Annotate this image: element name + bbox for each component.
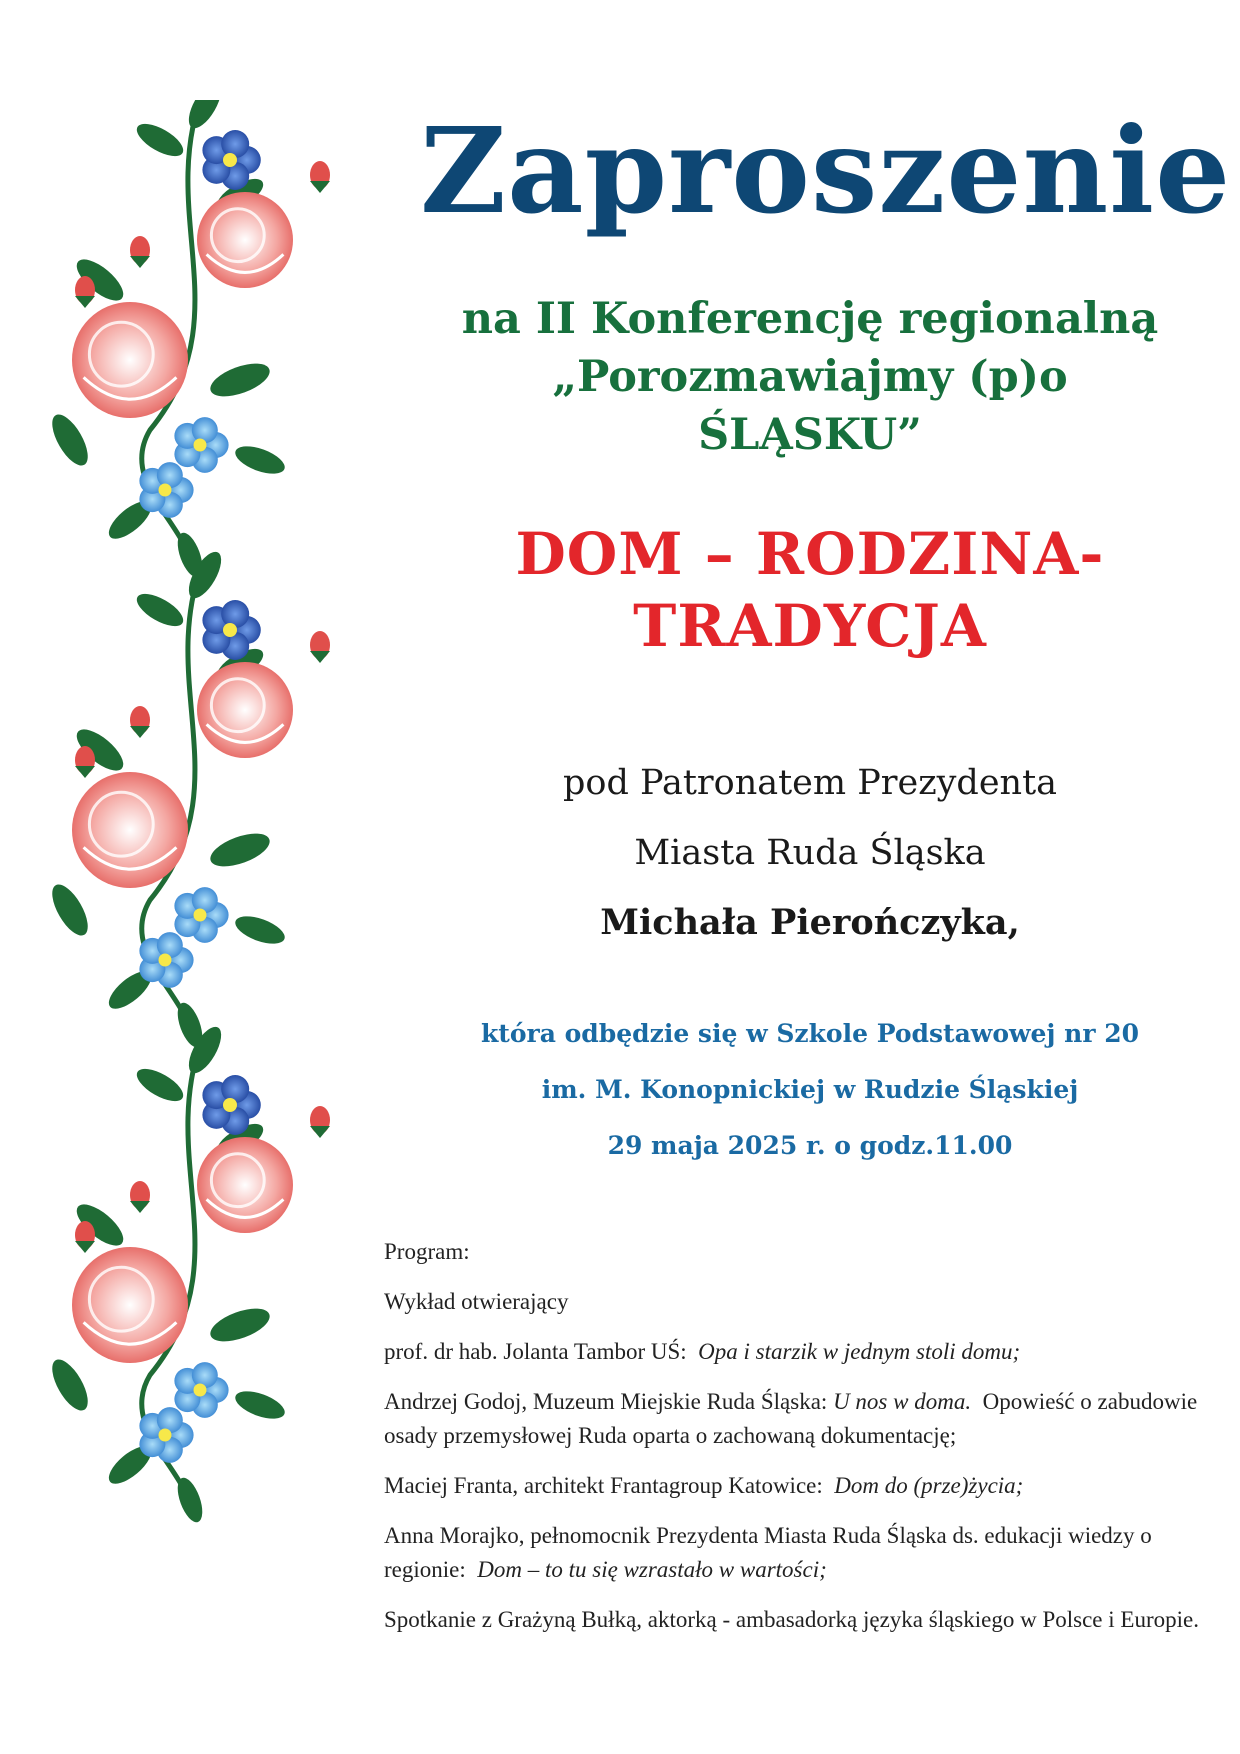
forget-me-not-icon bbox=[194, 439, 207, 452]
program-item-5: Spotkanie z Grażyną Bułką, aktorką - ambasadorką języka śląskiego w Polsce i Europie. bbox=[384, 1607, 1199, 1632]
patron-line-2: Miasta Ruda Śląska bbox=[634, 833, 986, 873]
forget-me-not-icon bbox=[223, 153, 237, 167]
theme-line-1: DOM – RODZINA- bbox=[515, 520, 1105, 588]
page-title: Zaproszenie bbox=[420, 101, 1232, 240]
program-item-4 bbox=[384, 1519, 1224, 1587]
leaf-icon bbox=[310, 1126, 330, 1138]
conference-theme bbox=[420, 518, 1200, 662]
forget-me-not-petal-icon bbox=[221, 130, 249, 158]
program-item-2-description: Opowieść o zabudowie osady przemysłowej Ruda oparta o zachowaną dokumentację; bbox=[384, 1389, 1198, 1448]
forget-me-not-petal-icon bbox=[221, 600, 249, 628]
forget-me-not-petal-icon bbox=[192, 887, 218, 913]
leaf-icon bbox=[45, 879, 95, 941]
program-item-1-title: Opa i starzik w jednym stoli domu; bbox=[698, 1339, 1021, 1364]
program-section bbox=[384, 1235, 1224, 1653]
forget-me-not-icon bbox=[223, 1098, 237, 1112]
leaf-icon bbox=[130, 1201, 150, 1213]
leaf-icon bbox=[75, 296, 95, 308]
leaf-icon bbox=[75, 766, 95, 778]
patronage-block bbox=[420, 748, 1200, 958]
patron-name: Michała Pierończyka, bbox=[600, 902, 1020, 943]
program-item-3-title: Dom do (prze)życia; bbox=[834, 1473, 1024, 1498]
program-item-1-speaker: prof. dr hab. Jolanta Tambor UŚ: bbox=[384, 1339, 687, 1364]
forget-me-not-icon bbox=[159, 1429, 172, 1442]
leaf-icon bbox=[232, 1386, 288, 1424]
venue-block bbox=[420, 1006, 1200, 1174]
forget-me-not-petal-icon bbox=[192, 417, 218, 443]
forget-me-not-icon bbox=[159, 954, 172, 967]
leaf-icon bbox=[45, 1354, 95, 1416]
leaf-icon bbox=[132, 117, 188, 162]
leaf-icon bbox=[206, 827, 274, 873]
forget-me-not-petal-icon bbox=[157, 932, 183, 958]
subtitle-line-3: ŚLĄSKU” bbox=[698, 410, 922, 460]
forget-me-not-icon bbox=[194, 909, 207, 922]
leaf-icon bbox=[130, 256, 150, 268]
forget-me-not-petal-icon bbox=[192, 1362, 218, 1388]
venue-line-1: która odbędzie się w Szkole Podstawowej nr 20 bbox=[480, 1019, 1140, 1048]
patron-line-1: pod Patronatem Prezydenta bbox=[562, 763, 1058, 803]
program-item-3 bbox=[384, 1469, 1224, 1503]
forget-me-not-petal-icon bbox=[221, 1075, 249, 1103]
subtitle-line-2: „Porozmawiajmy (p)o bbox=[552, 352, 1068, 402]
leaf-icon bbox=[310, 181, 330, 193]
leaf-icon bbox=[130, 726, 150, 738]
event-date: 29 maja 2025 r. o godz.11.00 bbox=[607, 1131, 1013, 1160]
floral-border bbox=[40, 100, 380, 1700]
program-item-2 bbox=[384, 1385, 1224, 1453]
forget-me-not-icon bbox=[194, 1384, 207, 1397]
forget-me-not-petal-icon bbox=[157, 1407, 183, 1433]
program-heading: Program: bbox=[384, 1239, 470, 1264]
program-item-2-speaker: Andrzej Godoj, Muzeum Miejskie Ruda Śląska: bbox=[384, 1389, 828, 1414]
leaf-icon bbox=[310, 651, 330, 663]
forget-me-not-icon bbox=[159, 484, 172, 497]
conference-subtitle bbox=[420, 290, 1200, 464]
forget-me-not-icon bbox=[223, 623, 237, 637]
leaf-icon bbox=[75, 1241, 95, 1253]
forget-me-not-petal-icon bbox=[157, 462, 183, 488]
leaf-icon bbox=[206, 357, 274, 403]
program-item-4-title: Dom – to tu się wzrastało w wartości; bbox=[477, 1557, 827, 1582]
venue-line-2: im. M. Konopnickiej w Rudzie Śląskiej bbox=[541, 1075, 1079, 1104]
leaf-icon bbox=[206, 1302, 274, 1348]
leaf-icon bbox=[132, 1062, 188, 1107]
leaf-icon bbox=[182, 100, 227, 133]
program-item-4-speaker: Anna Morajko, pełnomocnik Prezydenta Miasta Ruda Śląska ds. edukacji wiedzy o regionie: bbox=[384, 1523, 1152, 1582]
program-item-2-title: U nos w doma. bbox=[833, 1389, 972, 1414]
subtitle-line-1: na II Konferencję regionalną bbox=[461, 294, 1159, 344]
program-item-1 bbox=[384, 1335, 1224, 1369]
leaf-icon bbox=[232, 911, 288, 949]
leaf-icon bbox=[132, 587, 188, 632]
leaf-icon bbox=[232, 441, 288, 479]
program-opening: Wykład otwierający bbox=[384, 1289, 569, 1314]
leaf-icon bbox=[45, 409, 95, 471]
theme-line-2: TRADYCJA bbox=[633, 592, 987, 660]
program-item-3-speaker: Maciej Franta, architekt Frantagroup Katowice: bbox=[384, 1473, 823, 1498]
